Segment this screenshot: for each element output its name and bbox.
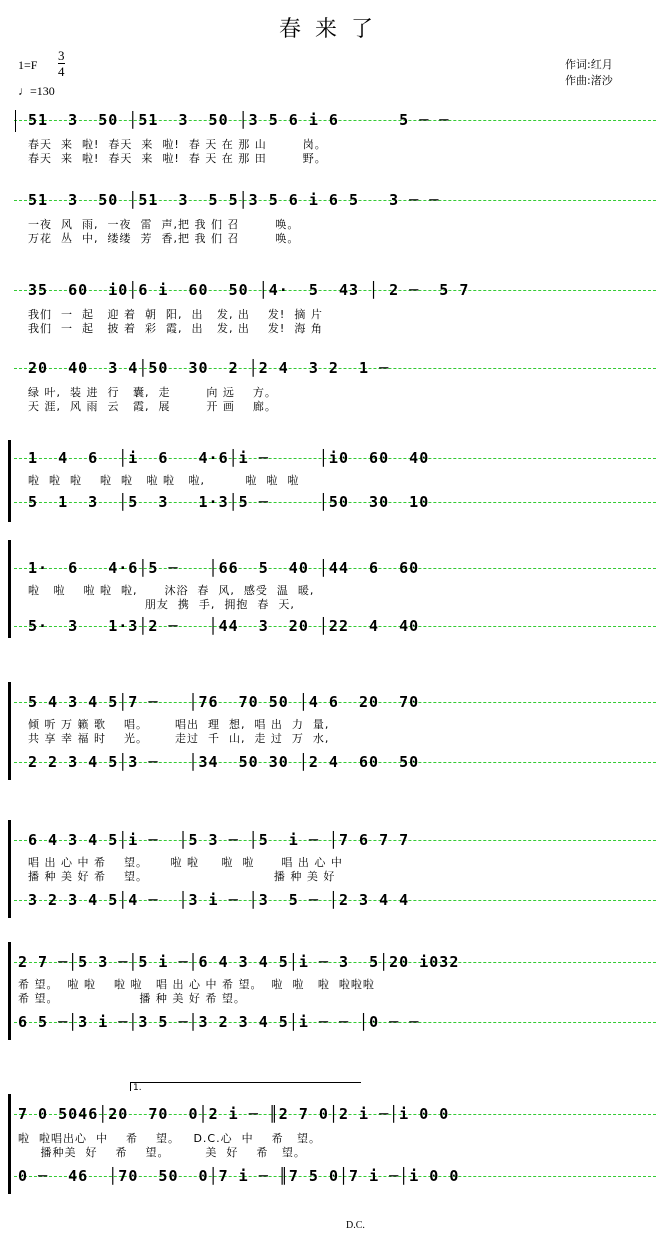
melody-notes: 20 40 3 4│50 30 2 │2 4 3 2 1 ─ xyxy=(28,359,390,377)
system-bracket xyxy=(8,540,11,638)
lyric-verse-1: 一夜 风 雨, 一夜 雷 声,把 我 们 召 唤。 xyxy=(28,218,300,231)
soprano-notes: 2 7 ─│5 3 ─│5 i ─│6 4 3 4 5│i ─ 3 5│20 i032 xyxy=(18,953,460,971)
lyric-verse-1: 倾 听 万 籁 歌 唱。 唱出 理 想, 唱 出 力 量, xyxy=(28,718,330,731)
lyric-line: 啦 啦 啦 啦 啦 啦 啦 啦, 啦 啦 啦 xyxy=(28,474,300,487)
lyric-verse-1: 啦 啦唱出心 中 希 望。 D.C.心 中 希 望。 xyxy=(18,1132,322,1145)
time-bottom: 4 xyxy=(58,64,65,79)
soprano-notes: 7 0 5046│20 70 0│2 i ─ ║2 7 0│2 i ─│i 0 0 xyxy=(18,1105,450,1123)
lyric-verse-2: 我们 一 起 披 着 彩 霞, 出 发, 出 发! 海 角 xyxy=(28,322,323,335)
soprano-notes: 1 4 6 │i 6 4·6│i ─ │i0 60 40 xyxy=(28,449,430,467)
barline xyxy=(15,110,16,132)
time-signature xyxy=(58,48,65,79)
alto-notes: 3 2 3 4 5│4 ─ │3 i ─ │3 5 ─ │2 3 4 4 xyxy=(28,891,410,909)
system-bracket xyxy=(8,440,11,522)
alto-notes: 0 ─ 46 │70 50 0│7 i ─ ║7 5 0│7 i ─│i 0 0 xyxy=(18,1167,460,1185)
melody-notes: 51 3 50 │51 3 50 │3 5 6 i 6 5 ─ ─ xyxy=(28,111,450,129)
lyric-verse-1: 唱 出 心 中 希 望。 啦 啦 啦 啦 唱 出 心 中 xyxy=(28,856,343,869)
lyric-verse-2: 播种美 好 希 望。 美 好 希 望。 xyxy=(18,1146,306,1159)
lyric-verse-2: 万花 丛 中, 缕缕 芳 香,把 我 们 召 唤。 xyxy=(28,232,300,245)
soprano-notes: 1· 6 4·6│5 ─ │66 5 40 │44 6 60 xyxy=(28,559,420,577)
system-bracket xyxy=(8,820,11,918)
lyric-verse-1: 我们 一 起 迎 着 朝 阳, 出 发, 出 发! 摘 片 xyxy=(28,308,323,321)
lyric-verse-1: 春天 来 啦! 春天 来 啦! 春 天 在 那 山 岗。 xyxy=(28,138,327,151)
lyric-verse-2: 朋友 携 手, 拥抱 春 天, xyxy=(28,598,295,611)
tempo-marking: ♩=130 xyxy=(18,84,55,98)
lyric-verse-1: 希 望。 啦 啦 啦 啦 唱 出 心 中 希 望。 啦 啦 啦 啦啦啦 xyxy=(18,978,375,991)
lyric-verse-1: 绿 叶, 装 进 行 囊, 走 向 远 方。 xyxy=(28,386,277,399)
system-bracket xyxy=(8,1094,11,1194)
time-top: 3 xyxy=(58,48,65,63)
lyric-verse-1: 啦 啦 啦 啦 啦, 沐浴 春 风, 感受 温 暖, xyxy=(28,584,315,597)
song-title: 春来了 xyxy=(278,17,387,42)
lyricist-credit: 作词:红月 xyxy=(565,58,613,71)
lyric-verse-2: 希 望。 播 种 美 好 希 望。 xyxy=(18,992,246,1005)
alto-notes: 6 5 ─│3 i ─│3 5 ─│3 2 3 4 5│i ─ ─ │0 ─ ─ xyxy=(18,1013,420,1031)
da-capo-marking: D.C. xyxy=(346,1220,365,1231)
alto-notes: 2 2 3 4 5│3 ─ │34 50 30 │2 4 60 50 xyxy=(28,753,420,771)
soprano-notes: 6 4 3 4 5│i ─ │5 3 ─ │5 i ─ │7 6 7 7 xyxy=(28,831,410,849)
melody-notes: 35 60 i0│6 i 60 50 │4· 5 43 │ 2 ─ 5 7 xyxy=(28,281,470,299)
first-ending-bracket: 1. xyxy=(130,1082,361,1091)
system-bracket xyxy=(8,682,11,780)
alto-notes: 5· 3 1·3│2 ─ │44 3 20 │22 4 40 xyxy=(28,617,420,635)
system-bracket xyxy=(8,942,11,1040)
lyric-verse-2: 春天 来 啦! 春天 来 啦! 春 天 在 那 田 野。 xyxy=(28,152,327,165)
lyric-verse-2: 共 享 幸 福 时 光。 走过 千 山, 走 过 万 水, xyxy=(28,732,330,745)
melody-notes: 51 3 50 │51 3 5 5│3 5 6 i 6 5 3 ─ ─ xyxy=(28,191,440,209)
lyric-verse-2: 播 种 美 好 希 望。 播 种 美 好 xyxy=(28,870,336,883)
soprano-notes: 5 4 3 4 5│7 ─ │76 70 50 │4 6 20 70 xyxy=(28,693,420,711)
composer-credit: 作曲:渚沙 xyxy=(565,74,613,87)
lyric-verse-2: 天 涯, 风 雨 云 霞, 展 开 画 廊。 xyxy=(28,400,277,413)
alto-notes: 5 1 3 │5 3 1·3│5 ─ │50 30 10 xyxy=(28,493,430,511)
key-signature: 1=F xyxy=(18,58,38,72)
